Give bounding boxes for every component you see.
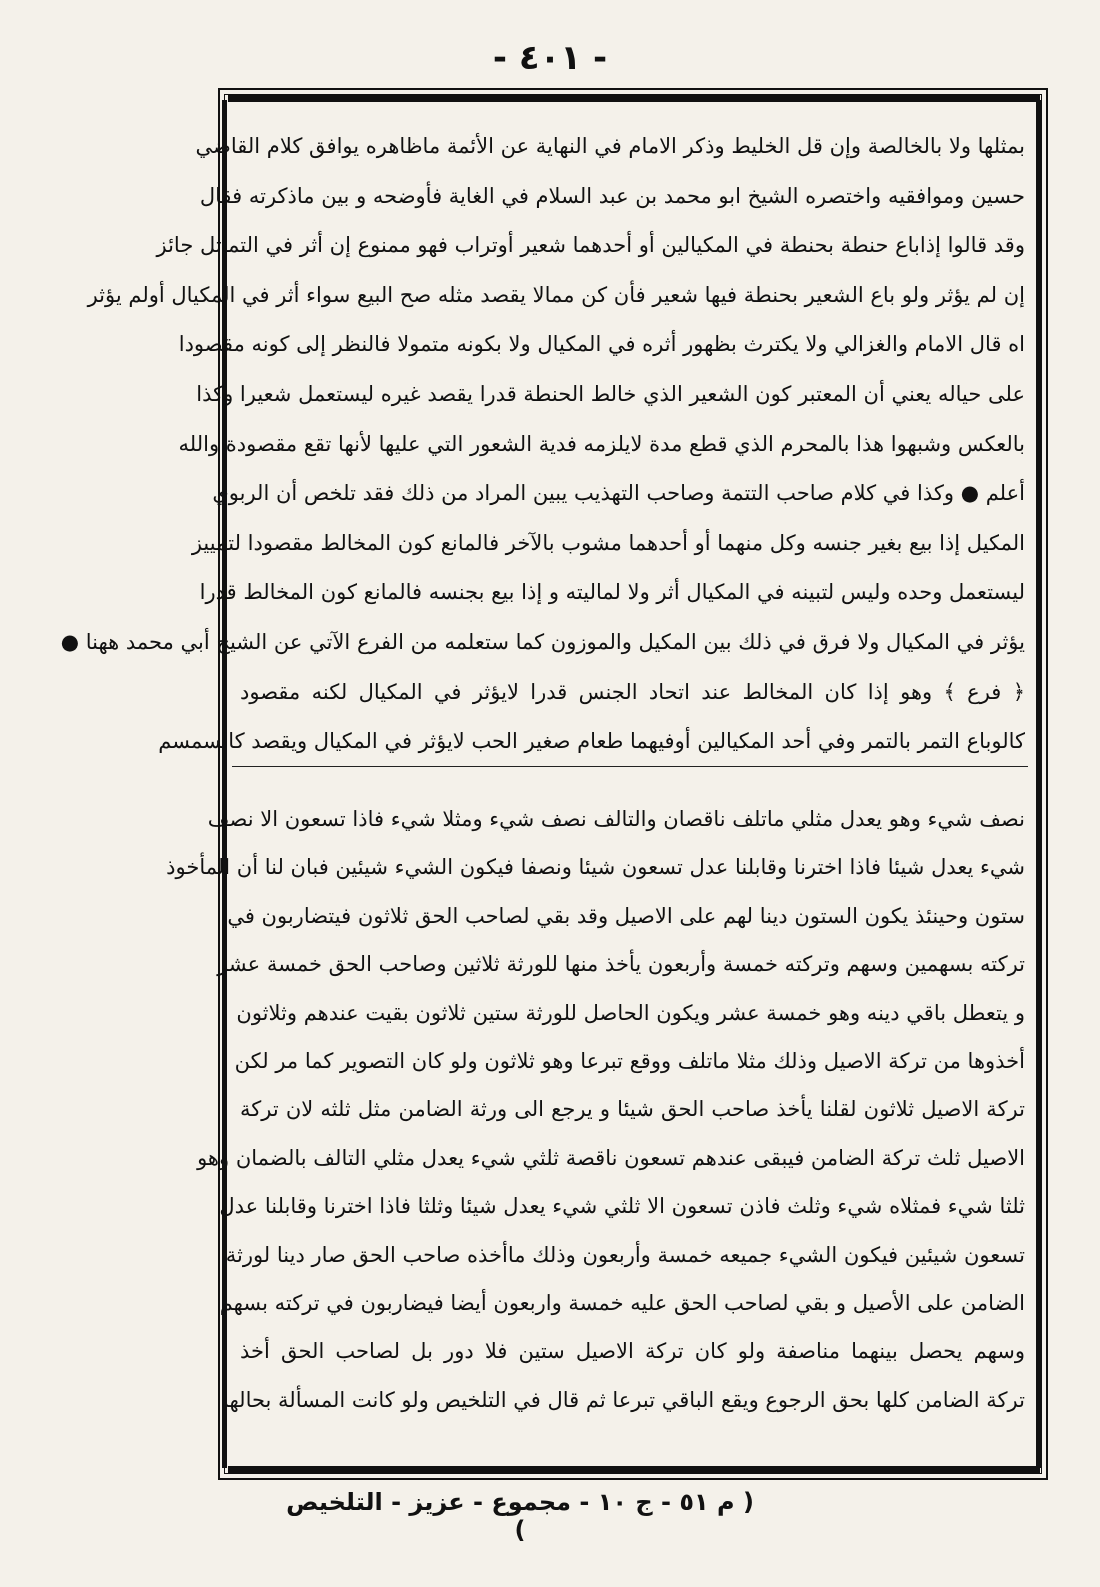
main-line: يؤثر في المكيال ولا فرق في ذلك بين المكيل والموزون كما ستعلمه من الفرع الآتي عن الشيخ أبي محمد ههنا ● [60, 629, 1025, 654]
main-line: ليستعمل وحده وليس لتبينه في المكيال أثر ولا لماليته و إذا بيع بجنسه فالمانع كون المخالط قدرا [199, 580, 1025, 605]
main-line: إن لم يؤثر ولو باع الشعير بحنطة فيها شعير فأن كن ممالا يقصد مثله صح البيع سواء أثر في المكيال أولم يؤثر [87, 282, 1025, 307]
frame-top-rule [228, 95, 1040, 102]
footnote-line: تسعون شيئين فيكون الشيء جميعه خمسة وأربعون وذلك ماأخذه صاحب الحق صار دينا لورثة [225, 1242, 1025, 1267]
footnote-separator [232, 766, 1028, 767]
frame-bottom-rule [228, 1466, 1040, 1473]
footnote-line: تركته بسهمين وسهم وتركته خمسة وأربعون يأخذ منها للورثة ثلاثين وصاحب الحق خمسة عشر [217, 952, 1025, 977]
footnote-line: شيء يعدل شيئا فاذا اخترنا وقابلنا عدل تسعون شيئا ونصفا فيكون الشيء شيئين فبان لنا أن المأخوذ [166, 855, 1025, 880]
footnote-line: الضامن على الأصيل و بقي لصاحب الحق عليه خمسة واربعون أيضا فيضاربون في تركته بسهم [219, 1290, 1025, 1315]
footnote-line: الاصيل ثلث تركة الضامن فيبقى عندهم تسعون ناقصة ثلثي شيء يعدل مثلي التالف بالضمان وهو [197, 1145, 1025, 1170]
main-text [60, 122, 1025, 767]
main-line: بالعكس وشبهوا هذا بالمحرم الذي قطع مدة لايلزمه فدية الشعور التي عليها لأنها تقع مقصودة والله [178, 431, 1025, 456]
printer-signature: ( م ٥١ - ج ١٠ - مجموع - عزيز - التلخيص ) [286, 1488, 754, 1544]
footnote-line: نصف شيء وهو يعدل مثلي ماتلف ناقصان والتالف نصف شيء ومثلا شيء فاذا تسعون الا نصف [207, 807, 1025, 831]
main-line: حسين وموافقيه واختصره الشيخ ابو محمد بن عبد السلام في الغاية فأوضحه و بين ماذكرته فقال [199, 183, 1025, 208]
footnote-text [166, 795, 1025, 1424]
footnote-line: وسهم يحصل بينهما مناصفة ولو كان تركة الاصيل ستين فلا دور بل لصاحب الحق أخذ [240, 1339, 1025, 1364]
main-line: ﴿ فرع ﴾ وهو إذا كان المخالط عند اتحاد الجنس قدرا لايؤثر في المكيال لكنه مقصود [240, 679, 1025, 704]
footnote-line: ثلثا شيء فمثلاه شيء وثلث فاذن تسعون الا ثلثي شيء يعدل شيئا وثلثا فاذا اخترنا وقابلنا عدل [219, 1194, 1025, 1219]
footnote-line: تركة الضامن كلها بحق الرجوع ويقع الباقي تبرعا ثم قال في التلخيص ولو كانت المسألة بحالها [223, 1387, 1025, 1412]
main-line: وقد قالوا إذاباع حنطة بحنطة في المكيالين أو أحدهما شعير أوتراب فهو ممنوع إن أثر في التماثل جائز [156, 233, 1025, 258]
footnote-line: تركة الاصيل ثلاثون لقلنا يأخذ صاحب الحق شيئا و يرجع الى ورثة الضامن مثل ثلثه لان تركة [240, 1097, 1025, 1122]
frame-right-rule [1036, 100, 1042, 1468]
main-line: المكيل إذا بيع بغير جنسه وكل منهما أو أحدهما مشوب بالآخر فالمانع كون المخالط مقصودا لتمييز [191, 530, 1025, 555]
page-number: - ٤٠١ - [492, 38, 608, 78]
main-line: بمثلها ولا بالخالصة وإن قل الخليط وذكر الامام في النهاية عن الأئمة ماظاهره يوافق كلام القاضي [195, 134, 1025, 158]
footnote-line: أخذوها من تركة الاصيل وذلك مثلا ماتلف ووقع تبرعا وهو ثلاثون ولو كان التصوير كما مر لكن [234, 1048, 1025, 1073]
main-line: على حياله يعني أن المعتبر كون الشعير الذي خالط الحنطة قدرا يقصد غيره ليستعمل شعيرا وكذا [196, 381, 1025, 406]
main-line: اه قال الامام والغزالي ولا يكترث بظهور أثره في المكيال ولا بكونه متمولا فالنظر إلى كونه مقصودا [178, 332, 1025, 357]
main-line: كالوباع التمر بالتمر وفي أحد المكيالين أوفيهما طعام صغير الحب لايؤثر في المكيال ويقصد كالسمسم [158, 729, 1025, 754]
footnote-line: ستون وحينئذ يكون الستون دينا لهم على الاصيل وقد بقي لصاحب الحق ثلاثون فيتضاربون في [227, 903, 1025, 928]
footnote-line: و يتعطل باقي دينه وهو خمسة عشر ويكون الحاصل للورثة ستين ثلاثون بقيت عندهم وثلاثون [236, 1000, 1025, 1025]
main-line: أعلم ● وكذا في كلام صاحب التتمة وصاحب التهذيب يبين المراد من ذلك فقد تلخص أن الربوي [212, 481, 1025, 506]
